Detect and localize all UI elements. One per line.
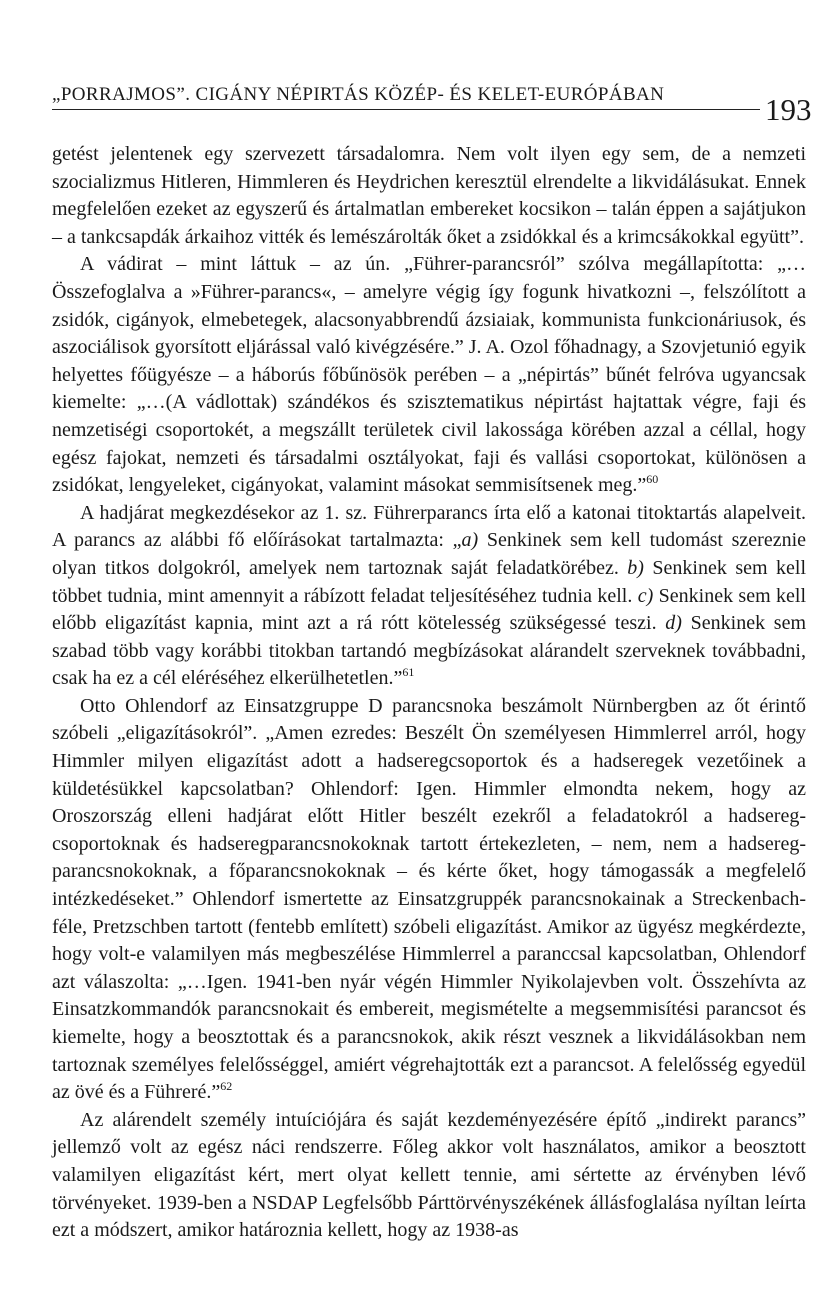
page-number: 193 xyxy=(765,92,812,127)
footnote-ref: 62 xyxy=(220,1079,233,1094)
paragraph-text: Senkinek sem kell tudomást szereznie olyan titkos dolgokról, amelyek nem tartoznak saját feladatkörébez. xyxy=(52,529,807,579)
paragraph-text: A hadjárat megkezdésekor az 1. sz. Führerparancs írta elő a katonai titoktartás alapelveit. A parancs az alábbi fő előírásokat tartalmazta: „ xyxy=(52,501,806,552)
paragraph xyxy=(52,693,806,1107)
footnote-ref: 60 xyxy=(646,472,659,487)
paragraph xyxy=(52,1107,806,1245)
paragraph xyxy=(52,141,806,251)
paragraph xyxy=(52,500,806,693)
running-header: „PORRAJMOS”. CIGÁNY NÉPIRTÁS KÖZÉP- ÉS KELET-EURÓPÁBAN xyxy=(52,84,760,110)
body-text xyxy=(52,141,806,1245)
paragraph-text: getést jelentenek egy szervezett társadalomra. Nem volt ilyen egy sem, de a nemzeti szocializmus Hitleren, Himmleren és Heydrichen keresztül elrendelte a likvidálásukat. Ennek megfelelően ezeket az egyszerű és ártalmatlan embereket kocsikon – talán éppen a sajátjukon – a tankcsapdák árkaihoz vitték és lemészárolták őket a zsidókkal és a krimcsákokkal együtt”. xyxy=(52,143,806,248)
paragraph-text: Senkinek sem kell előbb eligazítást kapnia, mint azt a rá rótt kötelesség szükségessé teszi. xyxy=(52,584,807,635)
paragraph-text: Senkinek sem kell többet tudnia, mint amennyit a rábízott feladat teljesítéséhez tudnia kell. xyxy=(52,556,806,607)
enumeration-label: c) xyxy=(637,584,654,607)
enumeration-label: a) xyxy=(461,529,479,552)
paragraph-text: Senkinek sem szabad több vagy korábbi titokban tartandó megbízásokat alárandelt szerveknek továbbadni, csak ha ez a cél eléréséhez elkerülhetetlen.” xyxy=(52,612,807,690)
enumeration-label: d) xyxy=(665,612,682,635)
paragraph-text: A vádirat – mint láttuk – az ún. „Führer-parancsról” szólva megállapította: „…Összefoglalva a »Führer-parancs«, – amelyre végig így fogunk hivatkozni –, felszólított a zsidók, cigányok, elmebetegek, alacsonyabbrendű ázsiaiak, kommunista funkcionáriusok, és aszociálisok gyorsított eljárással való kivégzésére.” J. A. Ozol főhadnagy, a Szovjetunió egyik helyettes főügyésze – a háborús főbűnösök perében – a „népirtás” bűnét felróva ugyancsak kiemelte: „…(A vádlottak) szándékos és szisztematikus népirtást hajtattak végre, faji és nemzetiségi csoportokét, a megszállt területek civil lakossága körében azzal a céllal, hogy egész fajokat, nemzeti és társadalmi osztályokat, faji és vallási csoportokat, különösen a zsidókat, lengyeleket, cigányokat, valamint másokat semmisítsenek meg.” xyxy=(52,253,806,497)
enumeration-label: b) xyxy=(627,556,644,579)
footnote-ref: 61 xyxy=(402,665,415,680)
paragraph xyxy=(52,251,806,499)
paragraph-text: Otto Ohlendorf az Einsatzgruppe D parancsnoka beszámolt Nürnbergben az őt érintő szóbeli „eligazításokról”. „Amen ezredes: Beszélt Ön személyesen Himmlerrel arról, hogy Himmler milyen eligazítást adott a hadseregcsoportok és a hadseregek vezetőinek a küldetésükkel kapcsolatban? Ohlendorf: Igen. Himmler elmondta nekem, hogy az Oroszország elleni hadjárat előtt Hitler beszélt ezekről a feladatokról a hadsereg-csoportoknak és hadseregparancsnokoknak tartott értekezleten, – nem, nem a hadsereg-parancsnokoknak, a főparancsnokoknak – és kérte őket, hogy támogassák a megfelelő intézkedéseket.” Ohlendorf ismertette az Einsatzgruppék parancsnokainak a Streckenbach-féle, Pretzschben tartott (fentebb említett) szóbeli eligazítást. Amikor az ügyész megkérdezte, hogy volt-e valamilyen más megbeszélése Himmlerrel a paranccsal kapcsolatban, Ohlendorf azt válaszolta: „…Igen. 1941-ben nyár végén Himmler Nyikolajevben volt. Összehívta az Einsatzkommandók parancsnokait és embereit, megismételte a megsemmisítési parancsot és kiemelte, hogy a beosztottak és a parancsnokok, akik részt vesznek a likvidálásokban nem tartoznak személyes felelősséggel, amiért végrehajtották ezt a parancsot. A felelősség egyedül az övé és a Führeré.” xyxy=(52,694,806,1104)
paragraph-text: Az alárendelt személy intuíciójára és saját kezdeményezésére építő „indirekt parancs” jellemző volt az egész náci rendszerre. Főleg akkor volt használatos, amikor a beosztott valamilyen eligazítást kért, mert olyat kellett tennie, ami sértette az érvényben lévő törvényeket. 1939-ben a NSDAP Legfelsőbb Párttörvényszékének állásfoglalása nyíltan leírta ezt a módszert, amikor határoznia kellett, hogy az 1938-as xyxy=(52,1108,806,1242)
